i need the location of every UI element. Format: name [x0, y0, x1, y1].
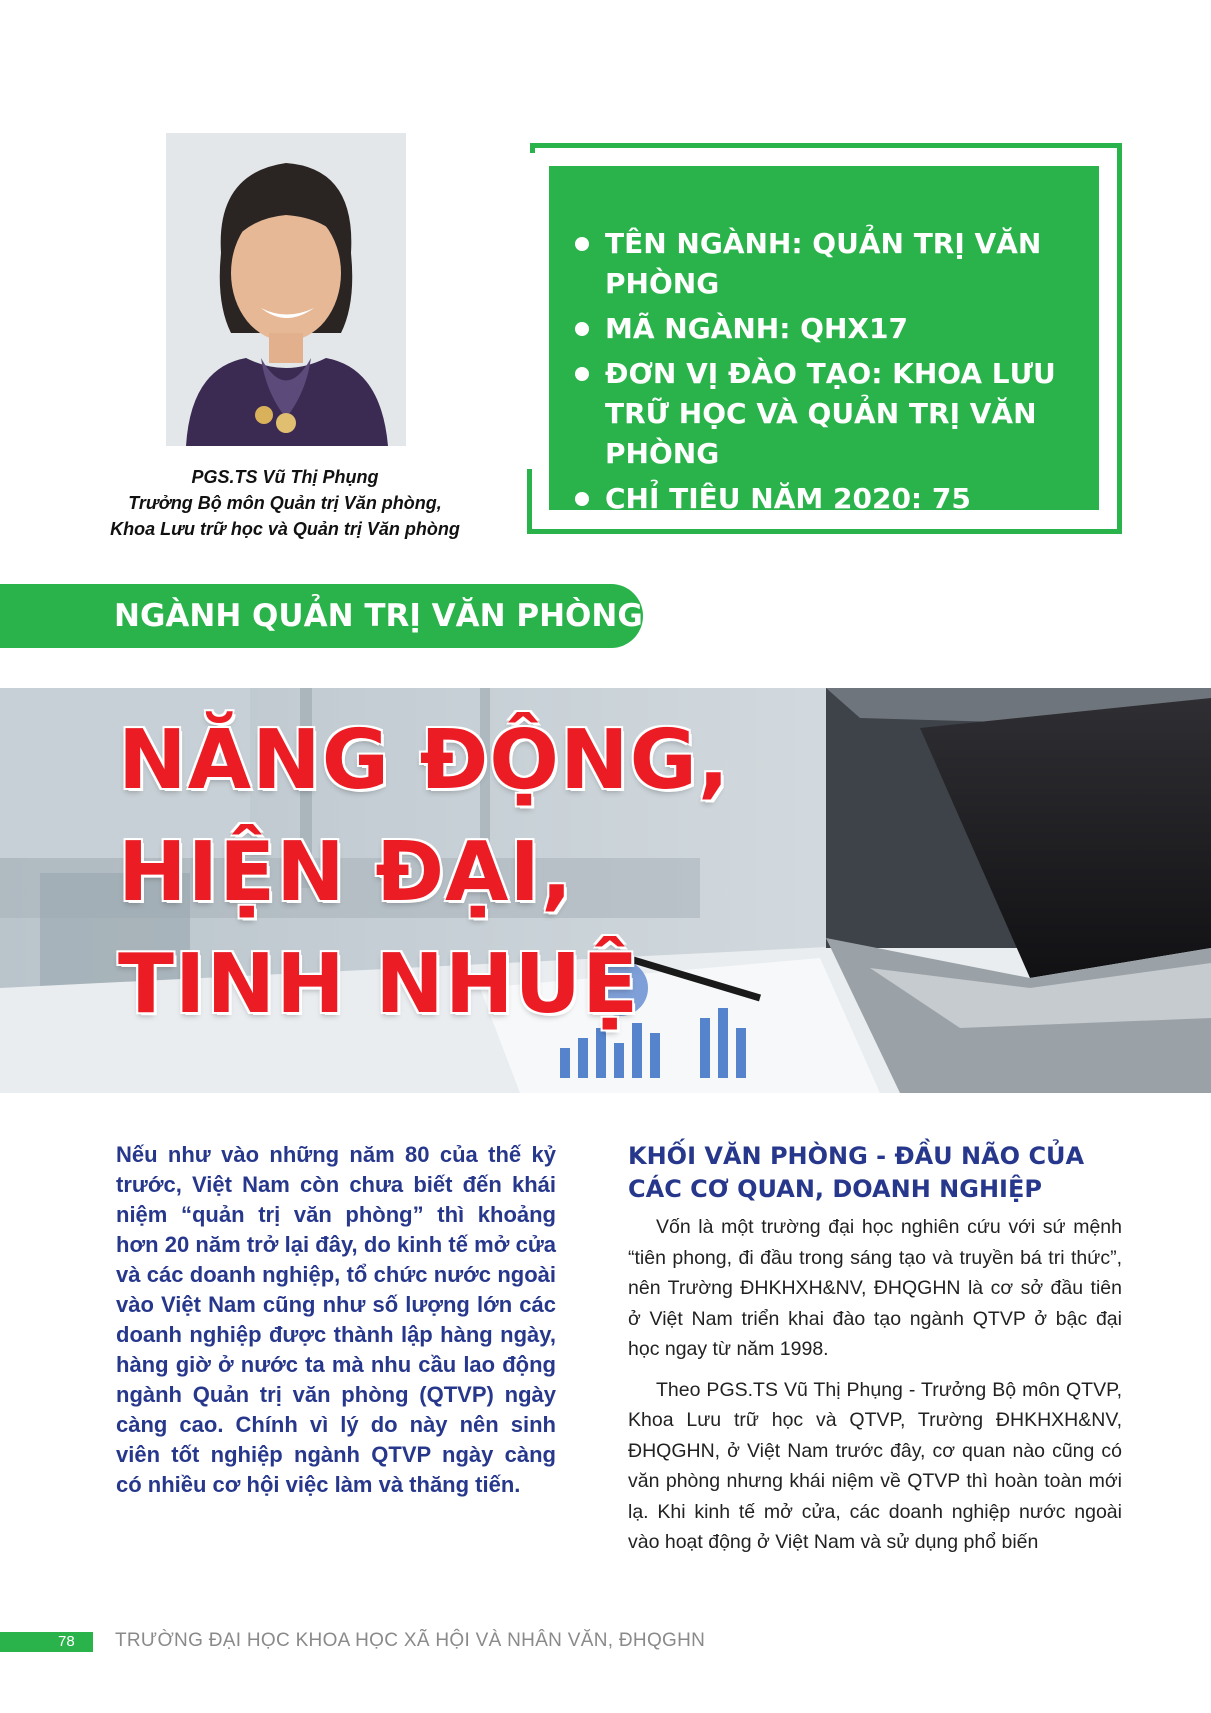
lead-paragraph: Nếu như vào những năm 80 của thế kỷ trước, Việt Nam còn chưa biết đến khái niệm “quản trị văn phòng” thì khoảng hơn 20 năm trở lại đây, do kinh tế mở cửa và các doanh nghiệp, tổ chức nước ngoài vào Việt Nam cũng như số lượng lớn các doanh nghiệp được thành lập hàng ngày, hàng giờ ở nước ta mà nhu cầu lao động ngành Quản trị văn phòng (QTVP) ngày càng cao. Chính vì lý do này nên sinh viên tốt nghiệp ngành QTVP ngày càng có nhiều cơ hội việc làm và thăng tiến. [116, 1142, 556, 1497]
headline-line: HIỆN ĐẠI, [118, 825, 574, 920]
bullet-icon [575, 492, 589, 506]
bullet-icon [575, 367, 589, 381]
info-item-text: TÊN NGÀNH: QUẢN TRỊ VĂN PHÒNG [605, 227, 1042, 300]
info-item [575, 479, 1099, 519]
info-item [575, 354, 1099, 474]
caption-line: PGS.TS Vũ Thị Phụng [191, 467, 379, 487]
portrait-photo [166, 133, 406, 446]
page-number: 78 [58, 1633, 75, 1650]
info-item [575, 224, 1099, 304]
caption-line: Trưởng Bộ môn Quản trị Văn phòng, [128, 493, 442, 513]
info-frame-bottom [527, 529, 1122, 534]
section-banner-title: NGÀNH QUẢN TRỊ VĂN PHÒNG [114, 598, 643, 634]
footer-publication: TRƯỜNG ĐẠI HỌC KHOA HỌC XÃ HỘI VÀ NHÂN VĂN, ĐHQGHN [115, 1630, 706, 1651]
major-info-box [549, 166, 1099, 515]
info-item [575, 309, 1099, 349]
bullet-icon [575, 322, 589, 336]
info-item-text: CHỈ TIÊU NĂM 2020: 75 [605, 482, 971, 515]
article-headline [118, 705, 768, 1041]
body-paragraph: Theo PGS.TS Vũ Thị Phụng - Trưởng Bộ môn QTVP, Khoa Lưu trữ học và QTVP, Trường ĐHKHXH&NV, ĐHQGHN, ở Việt Nam trước đây, cơ quan nào cũng có văn phòng nhưng khái niệm về QTVP thì hoàn toàn mới lạ. Khi kinh tế mở cửa, các doanh nghiệp nước ngoài vào hoạt động ở Việt Nam và sử dụng phổ biến [628, 1378, 1122, 1553]
info-frame-left [530, 143, 535, 153]
portrait-caption [100, 464, 470, 542]
info-item-text: MÃ NGÀNH: QHX17 [605, 312, 908, 345]
bullet-icon [575, 237, 589, 251]
info-frame-top [530, 143, 1122, 148]
body-paragraph: Vốn là một trường đại học nghiên cứu với sứ mệnh “tiên phong, đi đầu trong sáng tạo và truyền bá tri thức”, nên Trường ĐHKHXH&NV, ĐHQGHN là cơ sở đầu tiên ở Việt Nam triển khai đào tạo ngành QTVP ở bậc đại học ngay từ năm 1998. [628, 1216, 1122, 1360]
article-subheading: KHỐI VĂN PHÒNG - ĐẦU NÃO CỦA CÁC CƠ QUAN, DOANH NGHIỆP [628, 1142, 1085, 1203]
info-item-text: ĐƠN VỊ ĐÀO TẠO: KHOA LƯU TRỮ HỌC VÀ QUẢN TRỊ VĂN PHÒNG [605, 357, 1056, 470]
info-frame-right [1117, 143, 1122, 534]
caption-line: Khoa Lưu trữ học và Quản trị Văn phòng [110, 519, 460, 539]
info-frame-bottom-left [527, 469, 532, 534]
section-banner [0, 584, 643, 648]
headline-line: TINH NHUỆ [118, 937, 640, 1032]
headline-line: NĂNG ĐỘNG, [118, 713, 731, 808]
article-body [628, 1212, 1122, 1568]
